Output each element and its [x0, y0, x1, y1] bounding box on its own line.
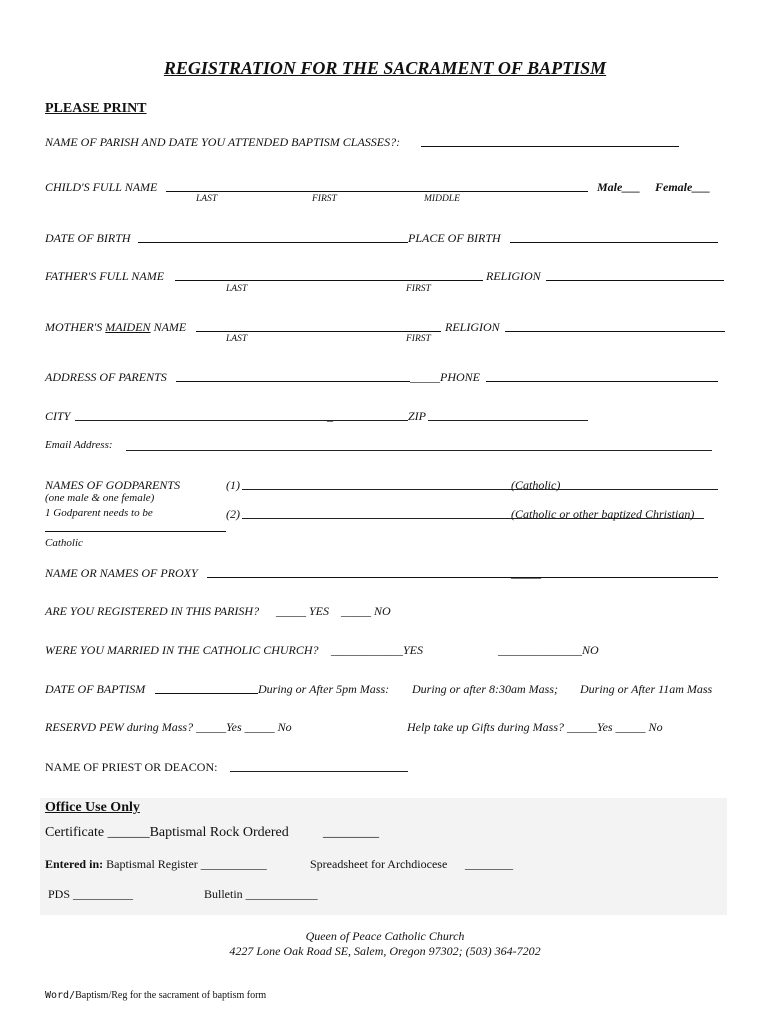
- child-name-label: CHILD'S FULL NAME: [45, 180, 158, 194]
- priest-label: NAME OF PRIEST OR DEACON:: [45, 760, 218, 774]
- godparent-2-number: (2): [226, 507, 240, 521]
- form-title: REGISTRATION FOR THE SACRAMENT OF BAPTISM: [163, 58, 607, 78]
- pob-label: PLACE OF BIRTH: [408, 231, 501, 245]
- baptism-option-11am[interactable]: During or After 11am Mass: [580, 682, 713, 696]
- entered-in: Entered in: Baptismal Register ___________: [45, 857, 267, 871]
- reserved-pew-question[interactable]: RESERVD PEW during Mass? _____Yes _____ No: [45, 720, 292, 734]
- phone-field[interactable]: [486, 381, 718, 382]
- godparent-1-field[interactable]: [242, 489, 718, 490]
- godparent-1-number: (1): [226, 478, 240, 492]
- office-use-heading: Office Use Only: [45, 800, 140, 815]
- female-option[interactable]: Female___: [655, 180, 711, 194]
- father-sub-first: FIRST: [406, 284, 431, 294]
- father-religion-label: RELIGION: [486, 269, 541, 283]
- baptism-date-field[interactable]: [155, 693, 258, 694]
- baptism-option-5pm[interactable]: During or After 5pm Mass:: [258, 682, 390, 696]
- dob-field[interactable]: [138, 242, 408, 243]
- child-name-field[interactable]: [166, 191, 588, 192]
- child-sub-middle: MIDDLE: [424, 194, 460, 204]
- church-name: Queen of Peace Catholic Church: [305, 929, 465, 943]
- father-name-field[interactable]: [175, 280, 483, 281]
- registered-yes[interactable]: _____ YES: [276, 604, 330, 618]
- godparents-divider: [45, 531, 226, 532]
- file-path-footer: Word/Baptism/Reg for the sacrament of baptism form: [45, 990, 267, 1001]
- rock-ordered-blank[interactable]: ________: [323, 825, 379, 840]
- city-mid: _: [327, 409, 333, 423]
- godparents-label: NAMES OF GODPARENTS: [45, 478, 181, 492]
- certificate-line: Certificate ______Baptismal Rock Ordered: [45, 825, 289, 840]
- email-label: Email Address:: [45, 439, 113, 451]
- zip-label: ZIP: [408, 409, 426, 423]
- proxy-field[interactable]: [207, 577, 718, 578]
- address-label: ADDRESS OF PARENTS: [45, 370, 167, 384]
- baptism-option-830am[interactable]: During or after 8:30am Mass;: [412, 682, 558, 696]
- father-religion-field[interactable]: [546, 280, 724, 281]
- godparent-1-catholic: (Catholic): [511, 478, 561, 492]
- mother-religion-field[interactable]: [505, 331, 725, 332]
- father-name-label: FATHER'S FULL NAME: [45, 269, 165, 283]
- phone-label: _____PHONE: [410, 370, 480, 384]
- mother-sub-last: LAST: [226, 334, 248, 344]
- registered-label: ARE YOU REGISTERED IN THIS PARISH?: [45, 604, 260, 618]
- priest-field[interactable]: [230, 771, 408, 772]
- spreadsheet-blank[interactable]: ________: [465, 857, 513, 871]
- parish-label: NAME OF PARISH AND DATE YOU ATTENDED BAPTISM CLASSES?:: [45, 135, 401, 149]
- please-print-heading: PLEASE PRINT: [45, 101, 147, 116]
- male-option[interactable]: Male___: [597, 180, 641, 194]
- child-sub-last: LAST: [196, 194, 218, 204]
- mother-name-label: MOTHER'S MAIDEN NAME: [45, 320, 187, 334]
- married-yes[interactable]: ____________YES: [331, 643, 424, 657]
- zip-field[interactable]: [428, 420, 588, 421]
- baptism-date-label: DATE OF BAPTISM: [45, 682, 146, 696]
- registered-no[interactable]: _____ NO: [341, 604, 391, 618]
- godparent-2-catholic: (Catholic or other baptized Christian): [511, 507, 695, 521]
- church-address: 4227 Lone Oak Road SE, Salem, Oregon 97302; (503) 364-7202: [229, 944, 541, 958]
- bulletin-line[interactable]: Bulletin ____________: [204, 887, 318, 901]
- child-sub-first: FIRST: [312, 194, 337, 204]
- mother-sub-first: FIRST: [406, 334, 431, 344]
- parish-field[interactable]: [421, 146, 679, 147]
- married-label: WERE YOU MARRIED IN THE CATHOLIC CHURCH?: [45, 643, 319, 657]
- dob-label: DATE OF BIRTH: [45, 231, 131, 245]
- address-field[interactable]: [176, 381, 410, 382]
- godparents-note-3: Catholic: [45, 537, 83, 549]
- godparents-note-1: (one male & one female): [45, 492, 155, 504]
- godparents-note-2: 1 Godparent needs to be: [45, 507, 153, 519]
- mother-religion-label: RELIGION: [445, 320, 500, 334]
- married-no[interactable]: ______________NO: [498, 643, 599, 657]
- city-label: CITY: [45, 409, 71, 423]
- spreadsheet-label: Spreadsheet for Archdiocese: [310, 857, 448, 871]
- mother-name-field[interactable]: [196, 331, 441, 332]
- email-field[interactable]: [126, 450, 712, 451]
- proxy-mid: _____: [511, 566, 541, 580]
- gifts-question[interactable]: Help take up Gifts during Mass? _____Yes _____ No: [407, 720, 663, 734]
- pob-field[interactable]: [510, 242, 718, 243]
- city-field[interactable]: [75, 420, 408, 421]
- proxy-label: NAME OR NAMES OF PROXY: [45, 566, 198, 580]
- pds-line[interactable]: PDS __________: [48, 887, 134, 901]
- father-sub-last: LAST: [226, 284, 248, 294]
